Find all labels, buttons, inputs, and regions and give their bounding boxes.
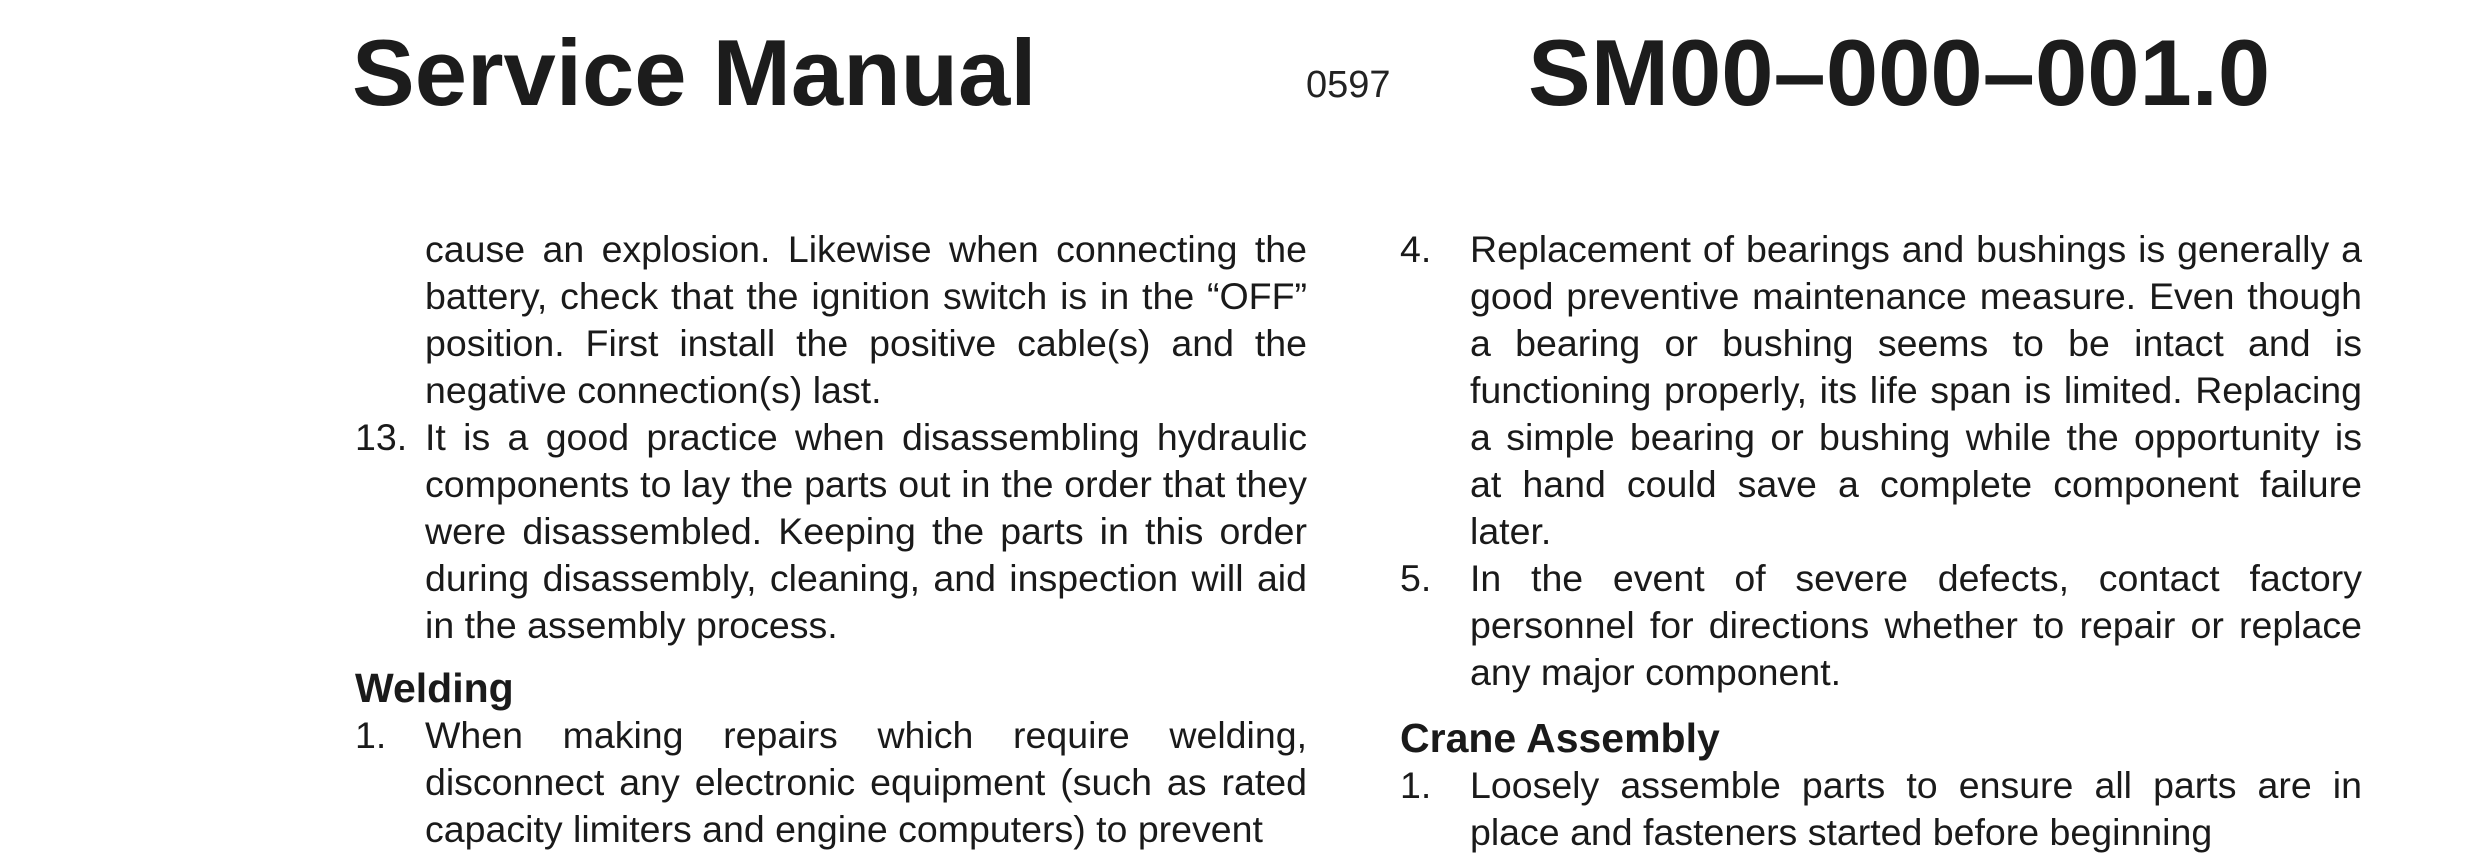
list-item-number: 13. bbox=[355, 416, 408, 458]
section-heading-welding: Welding bbox=[355, 665, 514, 711]
list-item-number: 1. bbox=[1400, 764, 1432, 806]
crane-list-item-1 bbox=[1400, 762, 2362, 856]
list-item-4 bbox=[1400, 226, 2362, 555]
list-item-text: In the event of severe defects, contact factory personnel for directions whether to repair or replace any major component. bbox=[1470, 557, 2362, 693]
list-item-number: 4. bbox=[1400, 228, 1432, 270]
welding-list-item-1 bbox=[355, 712, 1307, 853]
right-column bbox=[1400, 226, 2362, 856]
section-heading-crane-assembly: Crane Assembly bbox=[1400, 715, 1720, 761]
continued-paragraph: cause an explosion. Likewise when connecting the battery, check that the ignition switch is in the “OFF” position. First install the positive cable(s) and the negative connection(s) last. bbox=[425, 228, 1307, 411]
list-item-text: When making repairs which require welding, disconnect any electronic equipment (such as rated capacity limiters and engine computers) to prevent bbox=[425, 714, 1307, 850]
document-number: SM00–000–001.0 bbox=[1528, 20, 2271, 125]
list-item-5 bbox=[1400, 555, 2362, 696]
list-item-number: 1. bbox=[355, 714, 387, 756]
list-item-text: It is a good practice when disassembling hydraulic components to lay the parts out in the order that they were disassembled. Keeping the parts in this order during disassembly, cleaning, and inspection will aid in the assembly process. bbox=[425, 416, 1307, 646]
manual-title: Service Manual bbox=[352, 20, 1037, 125]
list-item-text: Loosely assemble parts to ensure all parts are in place and fasteners started before beginning bbox=[1470, 764, 2362, 853]
list-item-number: 5. bbox=[1400, 557, 1432, 599]
list-item-text: Replacement of bearings and bushings is generally a good preventive maintenance measure. Even though a bearing or bushing seems to be intact and is functioning properly, its life span is limited. Replacing a simple bearing or bushing while the opportunity is at hand could save a complete component failure later. bbox=[1470, 228, 2362, 552]
document-code: 0597 bbox=[1306, 64, 1391, 106]
left-column bbox=[355, 226, 1307, 853]
list-item-13 bbox=[355, 414, 1307, 649]
